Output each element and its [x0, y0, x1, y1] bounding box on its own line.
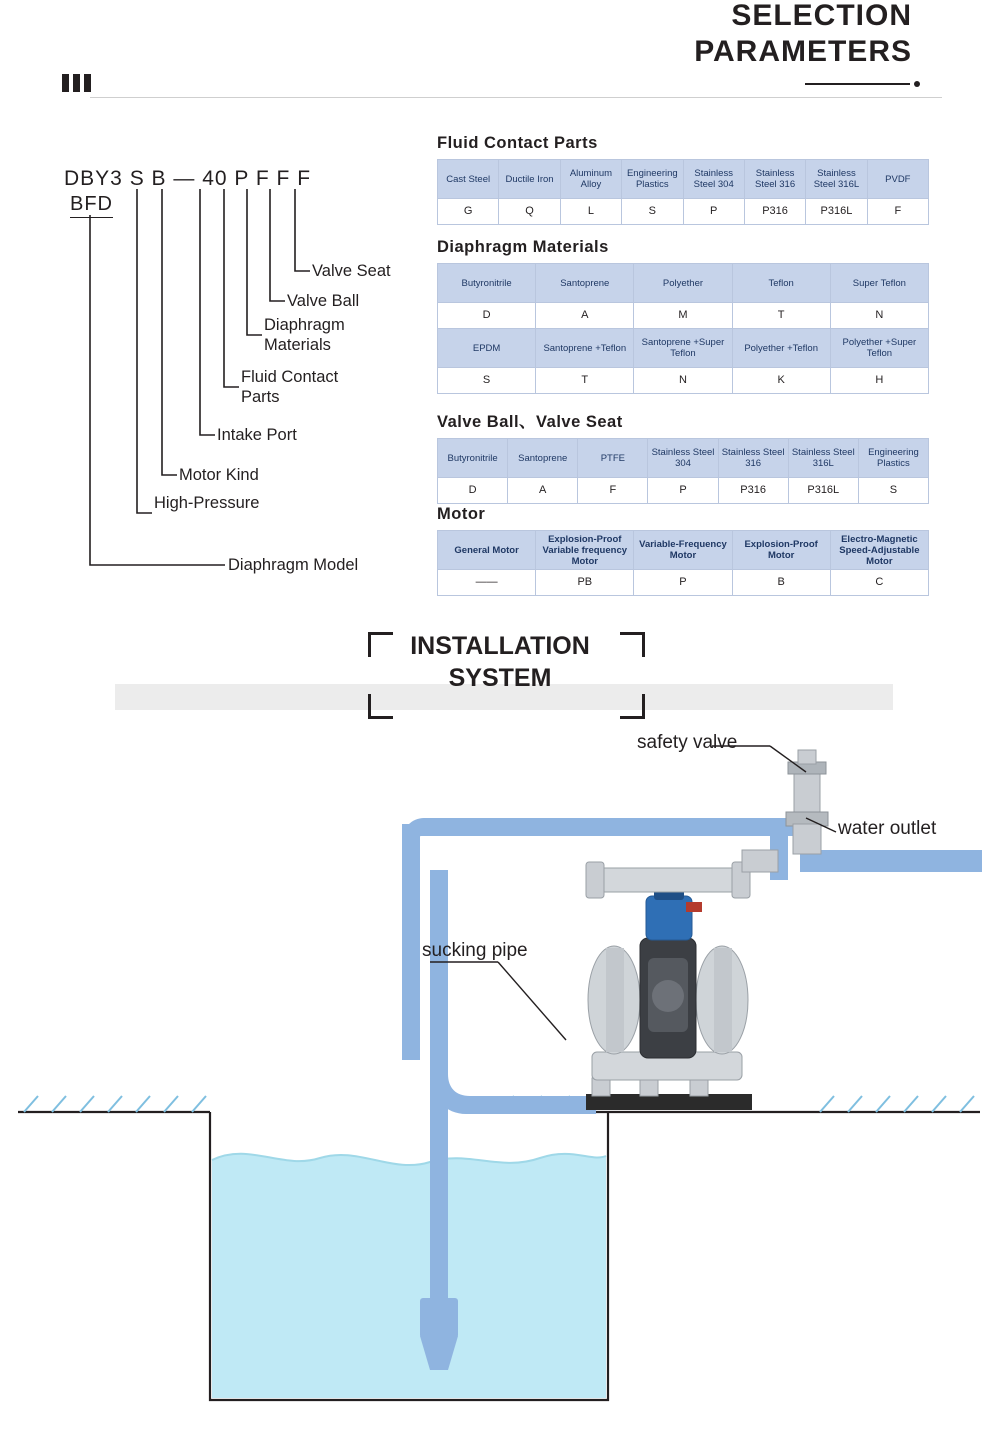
section-title-fluid-contact-parts: Fluid Contact Parts: [437, 134, 598, 152]
table-cell: L: [560, 199, 621, 225]
table-header-cell: Electro-Magnetic Speed-Adjustable Motor: [830, 531, 928, 570]
table-header-row: [438, 160, 929, 199]
callout-sucking-pipe: sucking pipe: [422, 940, 528, 961]
table-header-cell: Stainless Steel 316L: [788, 439, 858, 478]
page-title-line2: PARAMETERS: [694, 35, 912, 68]
code-leader-lines: [40, 155, 440, 595]
table-cell: S: [858, 478, 928, 504]
section-title-diaphragm-materials: Diaphragm Materials: [437, 238, 609, 256]
table-cell: D: [438, 303, 536, 329]
model-code-string: DBY3 S B — 40 P F F F: [64, 167, 312, 190]
section-title-motor: Motor: [437, 505, 486, 523]
table-header-row: [438, 439, 929, 478]
table-header-cell: Stainless Steel 304: [683, 160, 744, 199]
table-cell: A: [536, 303, 634, 329]
label-valve-seat: Valve Seat: [312, 262, 391, 280]
table-header-cell: Polyether: [634, 264, 732, 303]
table-header-cell: Ductile Iron: [499, 160, 560, 199]
table-header-cell: Super Teflon: [830, 264, 928, 303]
model-sub-code: BFD: [70, 193, 113, 218]
table-cell: P: [634, 570, 732, 596]
table-fluid-contact-parts: [437, 159, 929, 225]
table-cell: A: [508, 478, 578, 504]
callout-water-outlet: water outlet: [838, 818, 937, 839]
label-motor-kind: Motor Kind: [179, 466, 259, 484]
table-cell: ——: [438, 570, 536, 596]
table-header-row: [438, 329, 929, 368]
table-cell: P316: [744, 199, 805, 225]
label-valve-ball: Valve Ball: [287, 292, 360, 310]
table-cell: D: [438, 478, 508, 504]
table-cell: P316: [718, 478, 788, 504]
installation-diagram: [0, 700, 1000, 1437]
table-row: [438, 478, 929, 504]
table-header-cell: Santoprene +Super Teflon: [634, 329, 732, 368]
page-header: [0, 0, 1000, 110]
table-header-cell: General Motor: [438, 531, 536, 570]
table-header-cell: EPDM: [438, 329, 536, 368]
table-valve-ball-seat: [437, 438, 929, 504]
table-header-cell: Aluminum Alloy: [560, 160, 621, 199]
table-cell: S: [438, 368, 536, 394]
table-header-cell: Santoprene +Teflon: [536, 329, 634, 368]
table-cell: T: [732, 303, 830, 329]
installation-title-line1: INSTALLATION: [410, 632, 590, 660]
table-cell: C: [830, 570, 928, 596]
table-header-cell: Polyether +Teflon: [732, 329, 830, 368]
table-header-cell: Teflon: [732, 264, 830, 303]
section-diaphragm-materials: [437, 238, 929, 394]
table-cell: P: [648, 478, 718, 504]
table-row: [438, 368, 929, 394]
table-diaphragm-materials: [437, 263, 929, 394]
model-code-diagram: [40, 155, 440, 595]
section-valve-ball-seat: [437, 408, 929, 504]
table-cell: H: [830, 368, 928, 394]
installation-title: [300, 630, 700, 694]
table-cell: P316L: [788, 478, 858, 504]
label-high-pressure: High-Pressure: [154, 494, 260, 512]
table-cell: K: [732, 368, 830, 394]
header-accent-dot: [914, 81, 920, 87]
page-title: [372, 0, 912, 70]
table-header-cell: Santoprene: [508, 439, 578, 478]
decorative-bars-icon: [62, 74, 91, 92]
table-cell: F: [578, 478, 648, 504]
table-header-cell: Stainless Steel 316: [718, 439, 788, 478]
table-cell: P316L: [806, 199, 867, 225]
table-header-cell: Butyronitrile: [438, 264, 536, 303]
table-header-row: [438, 531, 929, 570]
callout-safety-valve: safety valve: [637, 732, 738, 753]
table-header-cell: Variable-Frequency Motor: [634, 531, 732, 570]
section-title-valve-ball-seat: Valve Ball、Valve Seat: [437, 413, 623, 431]
header-accent-line: [805, 83, 910, 85]
table-header-cell: Stainless Steel 316: [744, 160, 805, 199]
table-cell: B: [732, 570, 830, 596]
table-cell: PB: [536, 570, 634, 596]
header-divider: [90, 97, 942, 98]
table-header-cell: Stainless Steel 304: [648, 439, 718, 478]
label-diaphragm-model: Diaphragm Model: [228, 556, 359, 574]
table-header-cell: Engineering Plastics: [858, 439, 928, 478]
table-header-cell: Engineering Plastics: [622, 160, 683, 199]
table-cell: M: [634, 303, 732, 329]
table-header-cell: PVDF: [867, 160, 928, 199]
table-cell: N: [634, 368, 732, 394]
table-row: [438, 303, 929, 329]
table-header-cell: Polyether +Super Teflon: [830, 329, 928, 368]
table-header-cell: PTFE: [578, 439, 648, 478]
table-cell: P: [683, 199, 744, 225]
label-intake-port: Intake Port: [217, 426, 297, 444]
table-header-row: [438, 264, 929, 303]
table-motor: [437, 530, 929, 596]
table-row: [438, 199, 929, 225]
table-cell: F: [867, 199, 928, 225]
section-fluid-contact-parts: [437, 134, 929, 225]
table-header-cell: Stainless Steel 316L: [806, 160, 867, 199]
page-title-line1: SELECTION: [731, 0, 912, 32]
table-cell: S: [622, 199, 683, 225]
label-diaphragm-materials: Diaphragm Materials: [264, 316, 345, 354]
table-header-cell: Explosion-Proof Variable frequency Motor: [536, 531, 634, 570]
table-row: [438, 570, 929, 596]
table-cell: T: [536, 368, 634, 394]
installation-scene-svg: [0, 700, 1000, 1437]
table-cell: G: [438, 199, 499, 225]
label-fluid-contact-parts: Fluid Contact Parts: [241, 368, 339, 406]
table-header-cell: Santoprene: [536, 264, 634, 303]
table-cell: Q: [499, 199, 560, 225]
table-header-cell: Cast Steel: [438, 160, 499, 199]
installation-title-line2: SYSTEM: [448, 664, 552, 692]
section-motor: [437, 505, 929, 596]
table-header-cell: Butyronitrile: [438, 439, 508, 478]
table-cell: N: [830, 303, 928, 329]
table-header-cell: Explosion-Proof Motor: [732, 531, 830, 570]
